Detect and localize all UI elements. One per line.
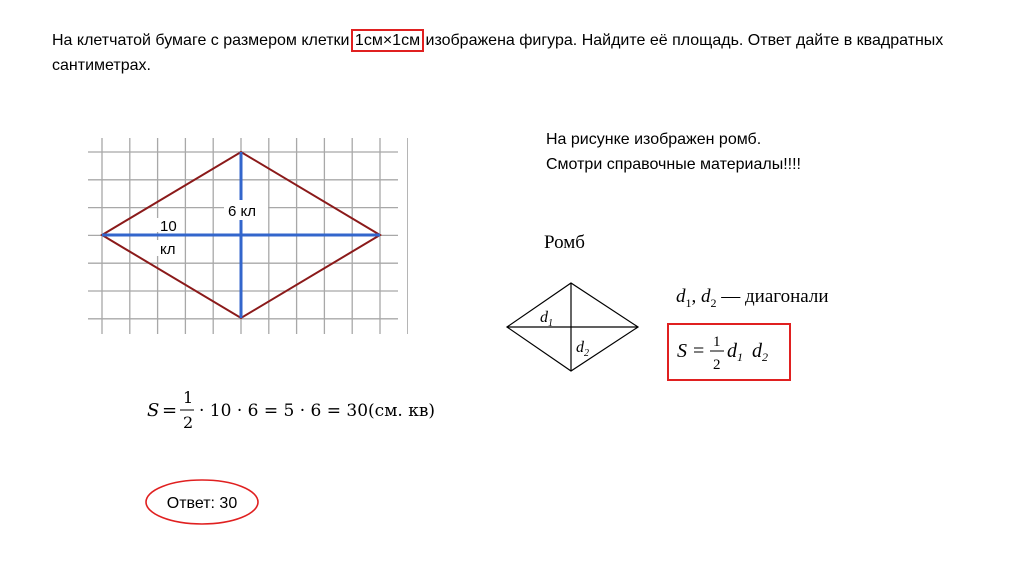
answer-text: Ответ: 30	[166, 495, 238, 512]
answer-ellipse	[144, 478, 260, 526]
problem-statement	[52, 28, 972, 78]
reference-label-d1: $d_1$	[540, 309, 553, 329]
area-formula-num: 1	[713, 334, 721, 350]
area-formula-s: S	[677, 340, 687, 362]
formula-den: 2	[183, 413, 194, 432]
answer-block	[144, 478, 260, 526]
hint-line-2: Смотри справочные материалы!!!!	[546, 156, 801, 173]
problem-text-end: изображена фигура. Найдите её площадь. Ответ дайте в квадратных сантиметрах.	[52, 32, 944, 74]
horizontal-label-number: 10	[160, 218, 177, 235]
cell-size-highlight: 1см×1см	[354, 32, 421, 49]
formula-num: 1	[183, 388, 194, 407]
reference-label-d2: $d_2$	[576, 339, 589, 359]
problem-text-start: На клетчатой бумаге с размером клетки	[52, 32, 354, 49]
area-formula-d1: $d_1$	[727, 340, 743, 364]
area-formula-box	[667, 323, 791, 381]
area-formula-eq: =	[693, 340, 705, 362]
formula-eq: =	[162, 400, 178, 421]
solution-formula	[145, 388, 435, 443]
reference-rhombus-figure	[504, 280, 644, 375]
formula-svg	[145, 388, 435, 438]
diagonals-caption: $d_1$, $d_2$ — диагонали	[676, 286, 829, 310]
formula-s: S	[147, 400, 160, 421]
hint-line-1: На рисунке изображен ромб.	[546, 131, 762, 148]
formula-rest: · 10 · 6 = 5 · 6 = 30(см. кв)	[199, 401, 435, 421]
hint-text	[546, 127, 801, 177]
vertical-diagonal-label: 6 кл	[228, 203, 256, 220]
reference-title: Ромб	[544, 232, 585, 253]
area-formula-svg	[669, 325, 789, 379]
area-formula-den: 2	[713, 357, 721, 373]
area-formula-d2: $d_2$	[752, 340, 768, 364]
grid-rhombus-figure	[88, 138, 408, 338]
horizontal-label-unit: кл	[160, 241, 176, 258]
